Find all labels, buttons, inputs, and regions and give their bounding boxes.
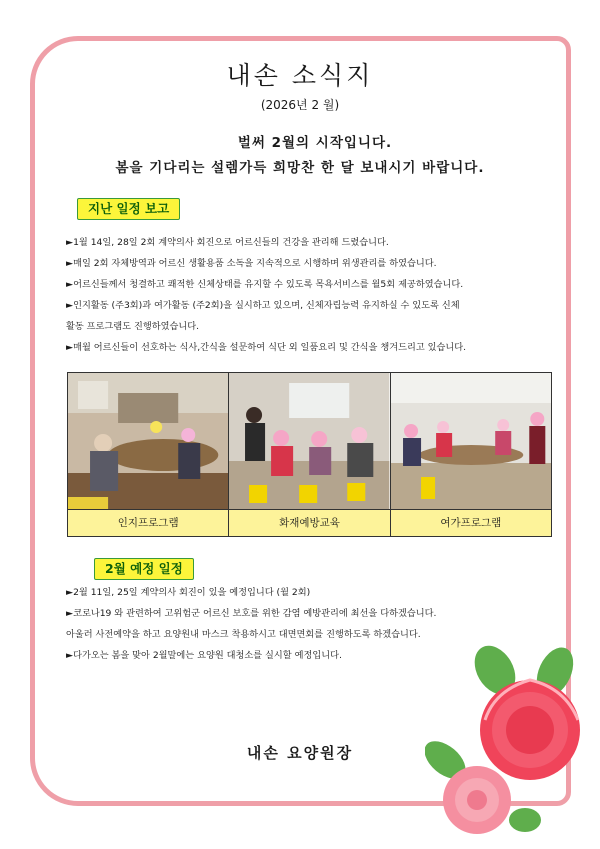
list-item: ►1월 14일, 28일 2회 계약의사 회진으로 어르신들의 건강을 관리해 드렸습니다. (66, 237, 389, 248)
photo-cell-leisure (391, 373, 551, 536)
list-item: ►코로나19 와 관련하여 고위험군 어르신 보호를 위한 감염 예방관리에 최선을 다하겠습니다. (66, 608, 437, 619)
photo-cognitive-program (68, 373, 228, 510)
list-item: ►2월 11일, 25일 계약의사 회진이 있을 예정입니다 (월 2회) (66, 587, 311, 598)
photo-table (67, 372, 552, 537)
photo-fire-prevention-education (229, 373, 389, 510)
list-item: ►매일 2회 자체방역과 어르신 생활용품 소독을 지속적으로 시행하며 위생관리를 하였습니다. (66, 258, 437, 269)
list-item: ►매월 어르신들이 선호하는 식사,간식을 설문하여 식단 외 일품요리 및 간식을 챙겨드리고 있습니다. (66, 342, 467, 353)
past-schedule-list (66, 232, 556, 358)
list-item: 아울러 사전예약을 하고 요양원내 마스크 착용하시고 대면면회를 진행하도록 하겠습니다. (66, 629, 421, 640)
carnation-decoration-icon (425, 640, 600, 840)
newsletter-title: 내손 소식지 (226, 61, 374, 90)
list-item: ►어르신들께서 청결하고 쾌적한 신체상태를 유지할 수 있도록 목욕서비스를 월5회 제공하였습니다. (66, 279, 464, 290)
past-schedule-heading: 지난 일정 보고 (77, 198, 180, 220)
photo-cell-fire-drill (229, 373, 390, 536)
photo-caption: 화재예방교육 (229, 510, 389, 536)
intro-line-1: 벌써 2월의 시작입니다. (237, 135, 393, 151)
upcoming-schedule-heading: 2월 예정 일정 (94, 558, 194, 580)
signature: 내손 요양원장 (246, 744, 354, 762)
list-item: 활동 프로그램도 진행하였습니다. (66, 321, 200, 332)
list-item: ►다가오는 봄을 맞아 2월말에는 요양원 대청소를 실시할 예정입니다. (66, 650, 342, 661)
list-item: ►인지활동 (주3회)과 여가활동 (주2회)을 실시하고 있으며, 신체자립능력 유지하실 수 있도록 신체 (66, 300, 460, 311)
photo-cell-cognitive (68, 373, 229, 536)
photo-caption: 인지프로그램 (68, 510, 228, 536)
newsletter-date: (2026년 2 월) (260, 98, 340, 112)
intro-line-2: 봄을 기다리는 설렘가득 희망찬 한 달 보내시기 바랍니다. (115, 160, 485, 176)
photo-caption: 여가프로그램 (391, 510, 551, 536)
photo-leisure-program (391, 373, 551, 510)
